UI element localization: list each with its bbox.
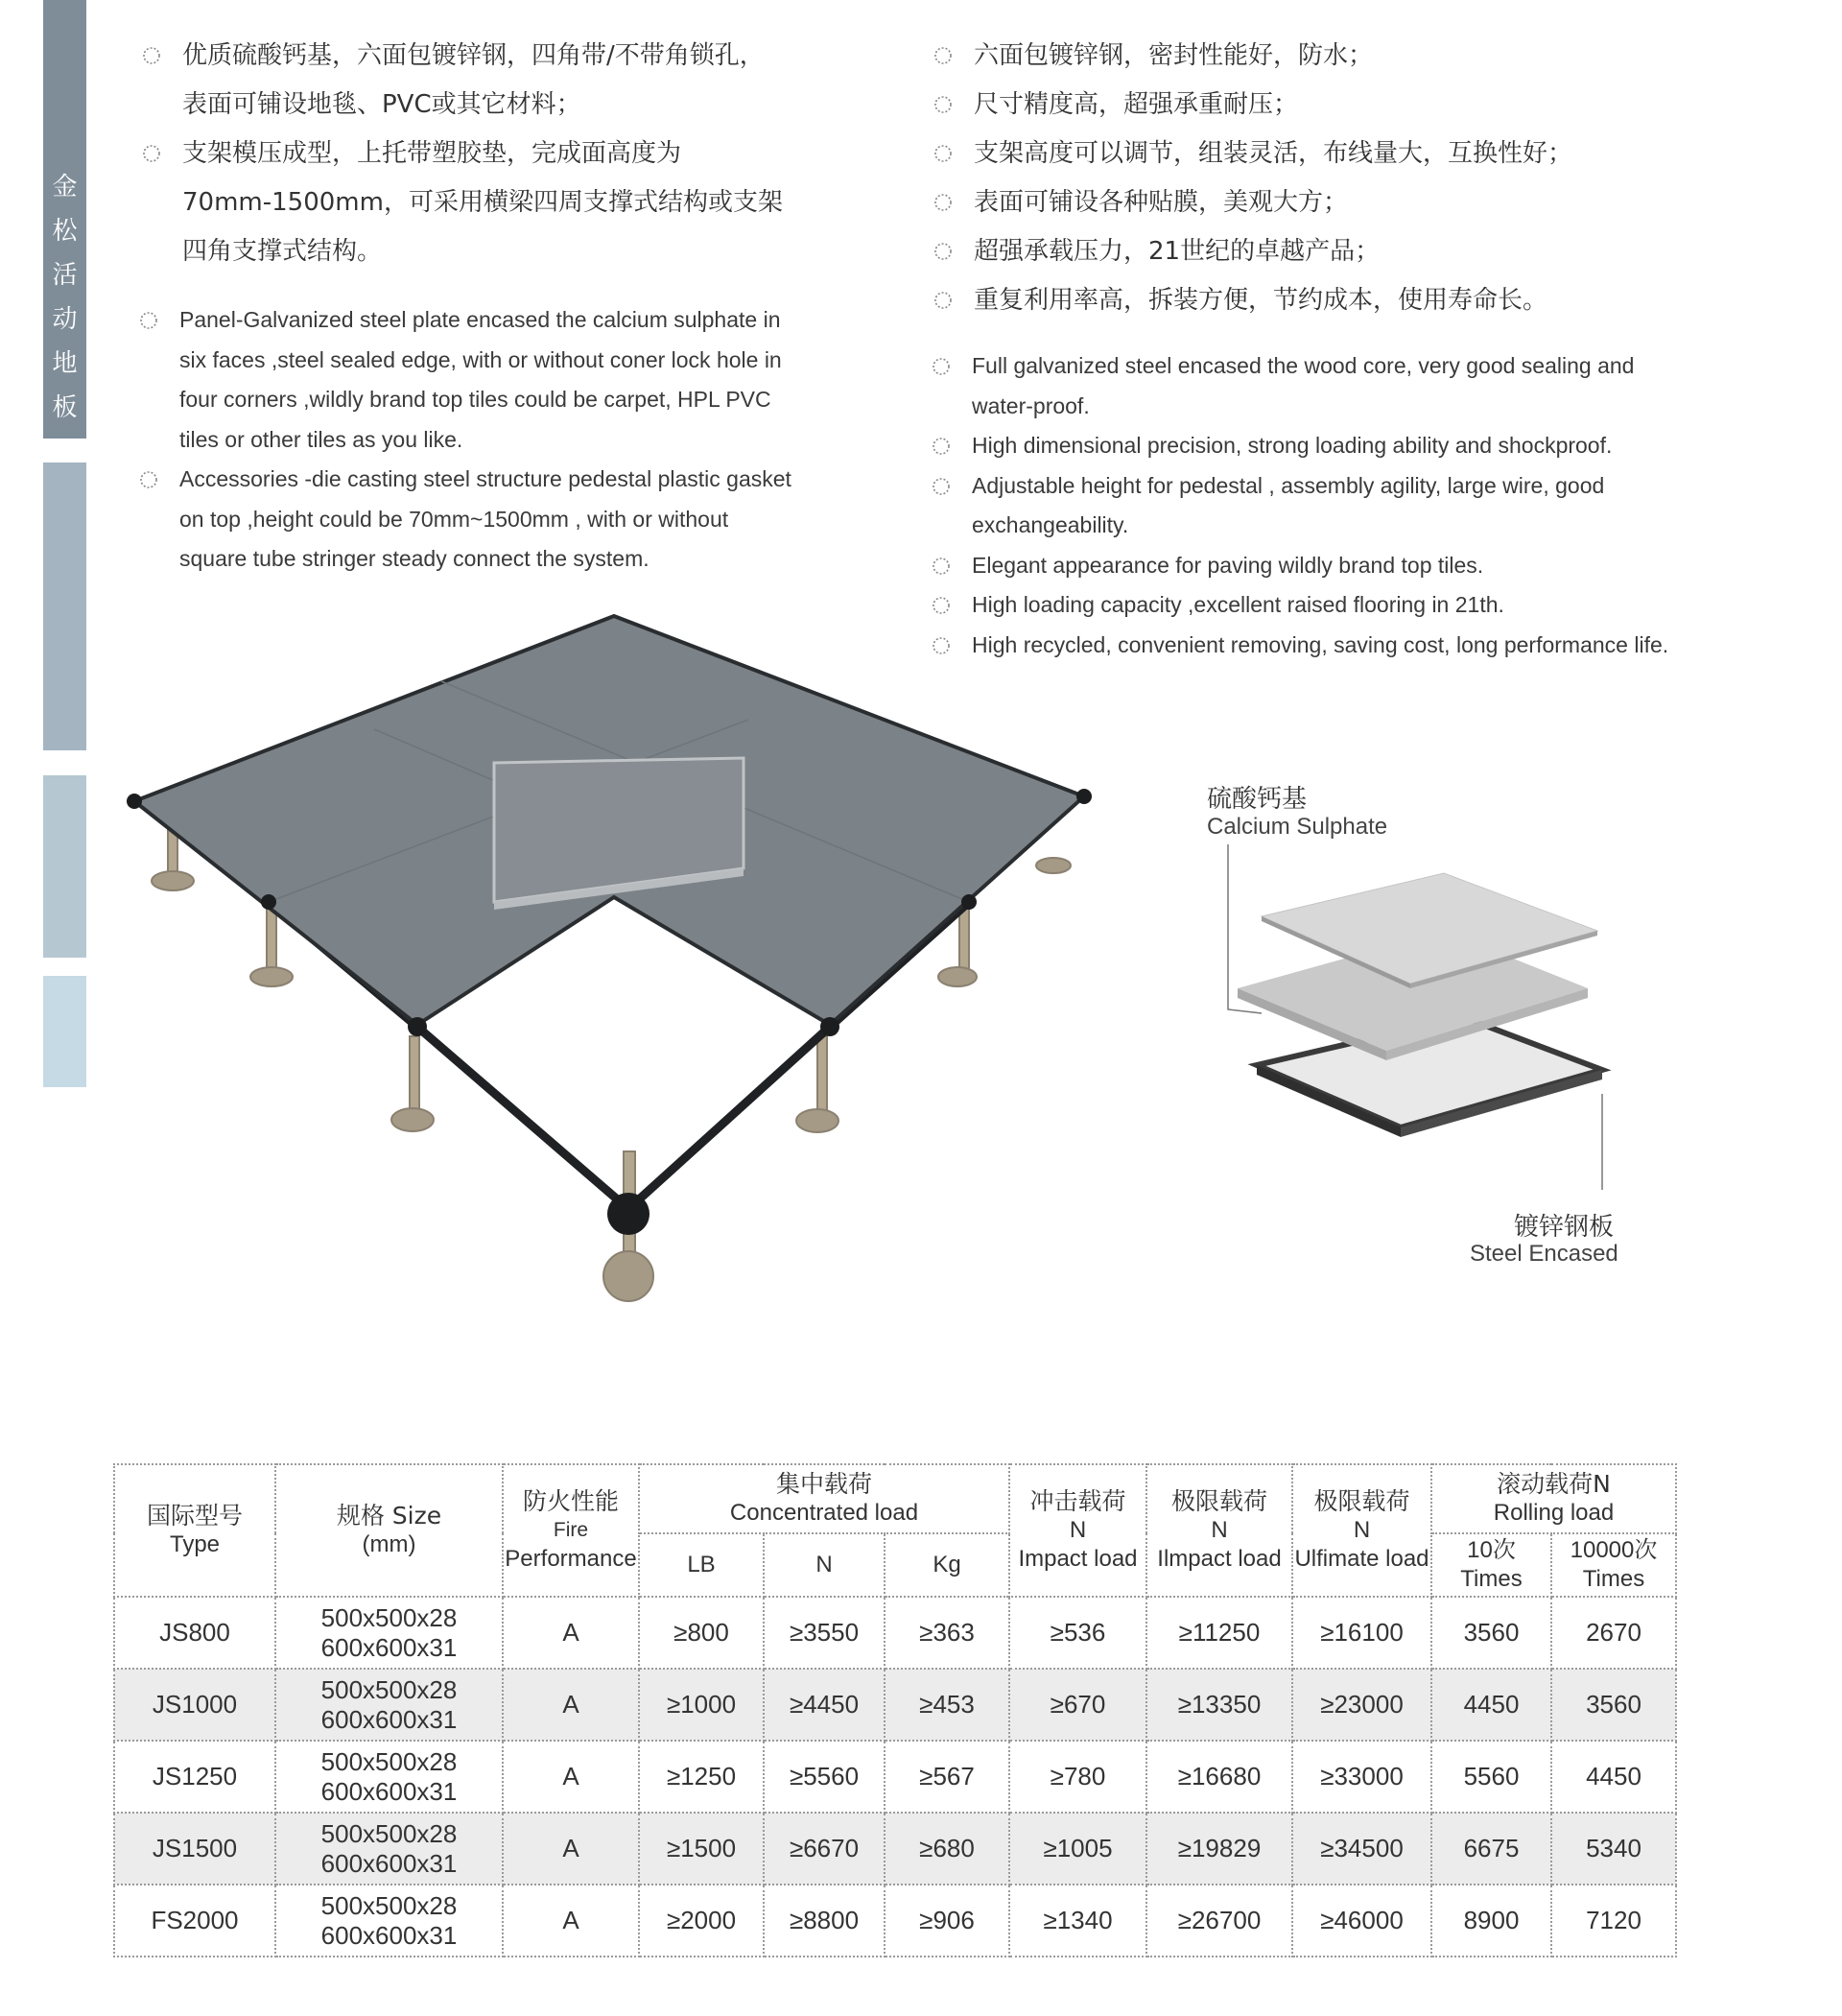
feature-line: 六面包镀锌钢，密封性能好，防水； — [974, 41, 1374, 70]
cell-impact: ≥1005 — [1009, 1813, 1146, 1885]
header-type: 国际型号 Type — [114, 1464, 275, 1597]
feature-line: Accessories -die casting steel structure pedestal plastic gasket — [179, 466, 791, 491]
table-row — [114, 1669, 1676, 1741]
dotted-circle-bullet-icon — [141, 143, 162, 164]
cell-n: ≥4450 — [764, 1669, 885, 1741]
cell-limit: ≥16680 — [1146, 1741, 1292, 1813]
feature-item — [929, 346, 1715, 426]
dotted-circle-bullet-icon — [933, 143, 954, 164]
feature-line: 支架模压成型，上托带塑胶垫，完成面高度为 — [182, 139, 682, 168]
cell-lb: ≥2000 — [639, 1885, 764, 1957]
cell-impact: ≥670 — [1009, 1669, 1146, 1741]
cell-lb: ≥1000 — [639, 1669, 764, 1741]
cell-limit: ≥26700 — [1146, 1885, 1292, 1957]
cell-kg: ≥453 — [885, 1669, 1009, 1741]
cell-size — [275, 1813, 503, 1885]
cell-n: ≥8800 — [764, 1885, 885, 1957]
feature-item — [136, 460, 846, 580]
cell-fire: A — [503, 1885, 639, 1957]
cell-fire: A — [503, 1813, 639, 1885]
header-kg: Kg — [885, 1533, 1009, 1597]
cell-type: JS800 — [114, 1597, 275, 1669]
size-line: 500x500x28 — [320, 1602, 458, 1632]
dotted-circle-bullet-icon — [138, 310, 159, 331]
feature-line: 重复利用率高，拆装方便，节约成本，使用寿命长。 — [974, 286, 1548, 315]
cell-r10000: 4450 — [1551, 1741, 1676, 1813]
dotted-circle-bullet-icon — [933, 45, 954, 66]
cell-ult: ≥23000 — [1292, 1669, 1431, 1741]
table-row — [114, 1885, 1676, 1957]
feature-line: Full galvanized steel encased the wood core, very good sealing and — [972, 353, 1635, 378]
feature-item — [139, 32, 830, 130]
size-line: 500x500x28 — [320, 1674, 458, 1704]
table-row — [114, 1813, 1676, 1885]
brand-char: 动 — [52, 305, 78, 334]
feature-line: Elegant appearance for paving wildly brand top tiles. — [972, 552, 1484, 578]
feature-item — [931, 81, 1679, 130]
feature-line: Adjustable height for pedestal , assembly agility, large wire, good — [972, 472, 1605, 498]
brand-char: 活 — [52, 261, 78, 290]
size-line: 500x500x28 — [320, 1890, 458, 1920]
feature-line: exchangeability. — [972, 512, 1129, 537]
cell-limit: ≥13350 — [1146, 1669, 1292, 1741]
diagram-top-label-en: Calcium Sulphate — [1207, 814, 1388, 840]
cell-lb: ≥1500 — [639, 1813, 764, 1885]
cell-size — [275, 1741, 503, 1813]
feature-line: 超强承载压力，21世纪的卓越产品； — [974, 237, 1381, 266]
size-line: 500x500x28 — [320, 1746, 458, 1776]
feature-item — [931, 32, 1679, 81]
cell-r10: 4450 — [1431, 1669, 1551, 1741]
cell-impact: ≥1340 — [1009, 1885, 1146, 1957]
header-size: 规格 Size (mm) — [275, 1464, 503, 1597]
header-impact: 冲击载荷 N Impact load — [1009, 1464, 1146, 1597]
cell-impact: ≥780 — [1009, 1741, 1146, 1813]
cell-r10: 3560 — [1431, 1597, 1551, 1669]
layer-diagram — [1218, 844, 1621, 1209]
header-rolling-10: 10次 Times — [1431, 1533, 1551, 1597]
cell-ult: ≥46000 — [1292, 1885, 1431, 1957]
cell-r10000: 2670 — [1551, 1597, 1676, 1669]
dotted-circle-bullet-icon — [933, 290, 954, 311]
cell-size — [275, 1885, 503, 1957]
raised-floor-illustration — [125, 614, 1122, 1343]
header-ultimate: 极限载荷 N Ulfimate load — [1292, 1464, 1431, 1597]
feature-line: 70mm-1500mm，可采用横梁四周支撑式结构或支架 — [182, 188, 783, 217]
feature-line: High recycled, convenient removing, saving cost, long performance life. — [972, 631, 1669, 657]
cell-r10000: 7120 — [1551, 1885, 1676, 1957]
cell-r10000: 3560 — [1551, 1669, 1676, 1741]
cell-ult: ≥16100 — [1292, 1597, 1431, 1669]
diagram-top-label-cn: 硫酸钙基 — [1207, 785, 1308, 814]
header-fire: 防火性能 Fire Performance — [503, 1464, 639, 1597]
size-line: 600x600x31 — [320, 1776, 458, 1806]
diagram-bottom-label-en: Steel Encased — [1470, 1241, 1618, 1267]
feature-line: six faces ,steel sealed edge, with or without coner lock hole in — [179, 346, 782, 372]
cell-type: JS1500 — [114, 1813, 275, 1885]
feature-item — [136, 300, 846, 460]
feature-line: 支架高度可以调节，组装灵活，布线量大，互换性好； — [974, 139, 1573, 168]
cell-type: FS2000 — [114, 1885, 275, 1957]
dotted-circle-bullet-icon — [933, 192, 954, 213]
header-n: N — [764, 1533, 885, 1597]
feature-line: square tube stringer steady connect the system. — [179, 546, 649, 571]
size-line: 600x600x31 — [320, 1848, 458, 1878]
header-lb: LB — [639, 1533, 764, 1597]
dotted-circle-bullet-icon — [931, 556, 952, 577]
cell-type: JS1250 — [114, 1741, 275, 1813]
feature-item — [931, 276, 1679, 325]
dotted-circle-bullet-icon — [931, 436, 952, 457]
sidebar-band-mid — [43, 462, 86, 750]
feature-item — [929, 466, 1715, 546]
pedestal-icon — [391, 1036, 434, 1131]
feature-line: 尺寸精度高，超强承重耐压； — [974, 90, 1299, 119]
cell-ult: ≥33000 — [1292, 1741, 1431, 1813]
dotted-circle-bullet-icon — [141, 45, 162, 66]
cell-fire: A — [503, 1741, 639, 1813]
cell-ult: ≥34500 — [1292, 1813, 1431, 1885]
size-line: 600x600x31 — [320, 1632, 458, 1662]
diagram-bottom-label-cn: 镀锌钢板 — [1514, 1213, 1615, 1242]
header-rolling-10000: 10000次 Times — [1551, 1533, 1676, 1597]
size-line: 500x500x28 — [320, 1818, 458, 1848]
cell-r10: 8900 — [1431, 1885, 1551, 1957]
feature-line: Panel-Galvanized steel plate encased the calcium sulphate in — [179, 307, 781, 332]
cell-r10: 6675 — [1431, 1813, 1551, 1885]
brand-char: 地 — [52, 349, 78, 378]
feature-line: High dimensional precision, strong loading ability and shockproof. — [972, 433, 1613, 458]
spec-table — [113, 1463, 1677, 1957]
feature-line: 优质硫酸钙基，六面包镀锌钢，四角带/不带角锁孔， — [182, 41, 765, 70]
feature-line: on top ,height could be 70mm~1500mm , with or without — [179, 506, 729, 532]
feature-line: 表面可铺设地毯、PVC或其它材料； — [182, 90, 581, 119]
cell-type: JS1000 — [114, 1669, 275, 1741]
cell-kg: ≥906 — [885, 1885, 1009, 1957]
feature-item — [931, 227, 1679, 276]
cell-lb: ≥800 — [639, 1597, 764, 1669]
brand-char: 金 — [52, 173, 78, 202]
feature-item — [931, 130, 1679, 178]
cell-kg: ≥680 — [885, 1813, 1009, 1885]
features-en-left — [136, 300, 846, 580]
feature-item — [931, 178, 1679, 227]
brand-char: 板 — [52, 393, 78, 422]
dotted-circle-bullet-icon — [933, 94, 954, 115]
brand-char: 松 — [52, 217, 78, 246]
cell-lb: ≥1250 — [639, 1741, 764, 1813]
dotted-circle-bullet-icon — [933, 241, 954, 262]
cell-n: ≥5560 — [764, 1741, 885, 1813]
features-cn-left — [139, 32, 830, 276]
sidebar-band-light — [43, 775, 86, 958]
dotted-circle-bullet-icon — [931, 356, 952, 377]
cell-r10: 5560 — [1431, 1741, 1551, 1813]
feature-item — [929, 426, 1715, 466]
feature-line: High loading capacity ,excellent raised flooring in 21th. — [972, 592, 1504, 617]
feature-line: tiles or other tiles as you like. — [179, 426, 463, 452]
cell-fire: A — [503, 1669, 639, 1741]
header-limit: 极限载荷 N Ilmpact load — [1146, 1464, 1292, 1597]
feature-item — [139, 130, 830, 276]
table-row — [114, 1597, 1676, 1669]
size-line: 600x600x31 — [320, 1704, 458, 1734]
cell-impact: ≥536 — [1009, 1597, 1146, 1669]
cell-n: ≥3550 — [764, 1597, 885, 1669]
dotted-circle-bullet-icon — [931, 476, 952, 497]
cell-fire: A — [503, 1597, 639, 1669]
size-line: 600x600x31 — [320, 1920, 458, 1950]
dotted-circle-bullet-icon — [931, 595, 952, 616]
cell-kg: ≥363 — [885, 1597, 1009, 1669]
cell-r10000: 5340 — [1551, 1813, 1676, 1885]
header-concentrated: 集中载荷 Concentrated load — [639, 1464, 1009, 1533]
table-row — [114, 1741, 1676, 1813]
cell-size — [275, 1597, 503, 1669]
sidebar-band-lightest — [43, 976, 86, 1087]
feature-line: 四角支撑式结构。 — [182, 237, 383, 266]
cell-limit: ≥11250 — [1146, 1597, 1292, 1669]
features-cn-right — [931, 32, 1679, 325]
dotted-circle-bullet-icon — [138, 469, 159, 490]
feature-line: water-proof. — [972, 392, 1090, 418]
cell-kg: ≥567 — [885, 1741, 1009, 1813]
cell-n: ≥6670 — [764, 1813, 885, 1885]
header-rolling: 滚动载荷N Rolling load — [1431, 1464, 1676, 1533]
cell-size — [275, 1669, 503, 1741]
cell-limit: ≥19829 — [1146, 1813, 1292, 1885]
feature-item — [929, 546, 1715, 586]
feature-line: 表面可铺设各种贴膜，美观大方； — [974, 188, 1349, 217]
feature-line: four corners ,wildly brand top tiles could be carpet, HPL PVC — [179, 387, 771, 412]
